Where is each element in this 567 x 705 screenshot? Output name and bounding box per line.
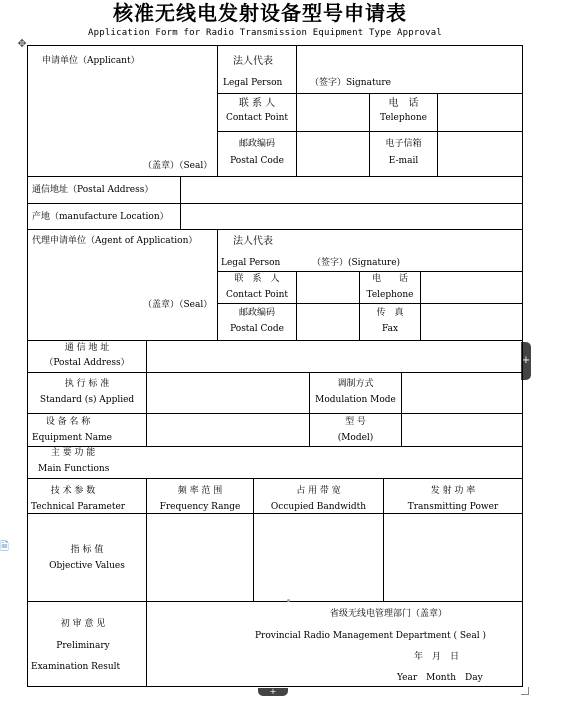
form-title: 核准无线电发射设备型号申请表	[113, 1, 407, 25]
row-divider	[28, 372, 522, 373]
agent-legal-person-en: Legal Person	[221, 258, 281, 268]
date-en: Year Month Day	[397, 673, 483, 683]
functions-en: Main Functions	[38, 464, 110, 474]
bandwidth-en: Occupied Bandwidth	[270, 502, 367, 512]
standard-en: Standard (s) Applied	[39, 395, 135, 405]
signature-label: （签字）Signature	[310, 78, 392, 88]
col-divider	[296, 271, 297, 340]
department-seal-en: Provincial Radio Management Department ( Seal )	[255, 631, 486, 641]
agent-contact-en: Contact Point	[225, 290, 288, 300]
add-column-plus-icon[interactable]: +	[521, 342, 531, 380]
document-icon[interactable]: 🗎	[0, 540, 9, 553]
applicant-label: 申请单位（Applicant）	[42, 56, 140, 66]
row-divider	[28, 601, 522, 602]
table-resize-handle[interactable]	[521, 687, 529, 695]
col-divider	[296, 93, 297, 176]
modulation-cn: 调制方式	[337, 379, 374, 389]
col-divider	[296, 46, 297, 93]
row-divider	[217, 271, 522, 272]
row-divider	[217, 303, 522, 304]
contact-en: Contact Point	[225, 113, 288, 123]
application-form-table	[27, 45, 523, 687]
contact-cn: 联 系 人	[238, 98, 276, 109]
objective-en: Objective Values	[49, 561, 125, 571]
preliminary-cn: 初 审 意 见	[60, 619, 106, 629]
frequency-cn: 频 率 范 围	[177, 486, 223, 496]
legal-person-cn: 法人代表	[233, 56, 273, 67]
technical-en: Technical Parameter	[31, 502, 126, 512]
functions-cn: 主 要 功 能	[50, 448, 96, 458]
row-divider	[28, 340, 522, 341]
legal-person-en: Legal Person	[223, 78, 283, 88]
row-divider	[28, 203, 522, 204]
equipment-en: Equipment Name	[32, 433, 113, 443]
date-cn: 年 月 日	[414, 652, 460, 662]
applicant-seal: （盖章）（Seal）	[143, 161, 213, 171]
manufacture-label: 产地（manufacture Location）	[32, 212, 169, 222]
tel-cn: 电 话	[388, 98, 419, 109]
agent-signature-label: （签字）(Signature)	[312, 258, 401, 268]
agent-postal-cn: 邮政编码	[238, 308, 275, 318]
agent-postal-en: Postal Code	[230, 324, 284, 334]
department-seal-cn: 省级无线电管理部门（盖章）	[330, 609, 448, 619]
row-divider	[28, 513, 522, 514]
email-cn: 电子信箱	[385, 139, 422, 149]
row-divider	[28, 229, 522, 230]
agent-address-en: （Postal Address）	[44, 358, 130, 368]
preliminary-en-1: Preliminary	[56, 641, 110, 651]
form-subtitle: Application Form for Radio Transmission Equipment Type Approval	[88, 28, 442, 38]
row-divider	[28, 478, 522, 479]
row-divider	[28, 413, 522, 414]
agent-tel-cn: 电 话	[371, 274, 408, 284]
add-row-plus-icon[interactable]: +	[258, 688, 288, 696]
col-divider	[180, 176, 181, 229]
preliminary-en-2: Examination Result	[31, 662, 121, 672]
postal-cn: 邮政编码	[238, 139, 275, 149]
frequency-en: Frequency Range	[159, 502, 241, 512]
bandwidth-cn: 占 用 带 宽	[296, 486, 341, 496]
row-divider	[28, 446, 522, 447]
power-en: Transmitting Power	[407, 502, 499, 512]
tel-en: Telephone	[380, 113, 427, 123]
power-cn: 发 射 功 率	[430, 486, 476, 496]
col-divider	[146, 340, 147, 446]
agent-legal-person-cn: 法人代表	[233, 236, 273, 247]
agent-seal: （盖章）（Seal）	[143, 300, 213, 310]
postal-en: Postal Code	[230, 156, 284, 166]
col-divider	[401, 372, 402, 446]
model-en: (Model)	[337, 433, 374, 443]
objective-cn: 指 标 值	[70, 545, 104, 555]
row-divider	[28, 176, 522, 177]
stray-dot	[287, 599, 290, 602]
standard-cn: 执 行 标 准	[64, 379, 110, 389]
model-cn: 型 号	[345, 417, 366, 427]
agent-contact-cn: 联 系 人	[234, 274, 280, 284]
col-divider	[437, 93, 438, 176]
move-handle-icon[interactable]: ✥	[17, 37, 27, 50]
agent-address-cn: 通 信 地 址	[64, 343, 110, 353]
agent-fax-cn: 传 真	[376, 308, 404, 318]
postal-address-label: 通信地址（Postal Address）	[32, 185, 154, 195]
equipment-cn: 设 备 名 称	[45, 417, 91, 427]
modulation-en: Modulation Mode	[315, 395, 396, 405]
agent-label: 代理申请单位（Agent of Application）	[32, 236, 198, 246]
email-en: E-mail	[388, 156, 419, 166]
agent-fax-en: Fax	[381, 324, 399, 334]
col-divider	[420, 271, 421, 340]
technical-cn: 技 术 参 数	[50, 486, 96, 496]
agent-tel-en: Telephone	[366, 290, 414, 300]
